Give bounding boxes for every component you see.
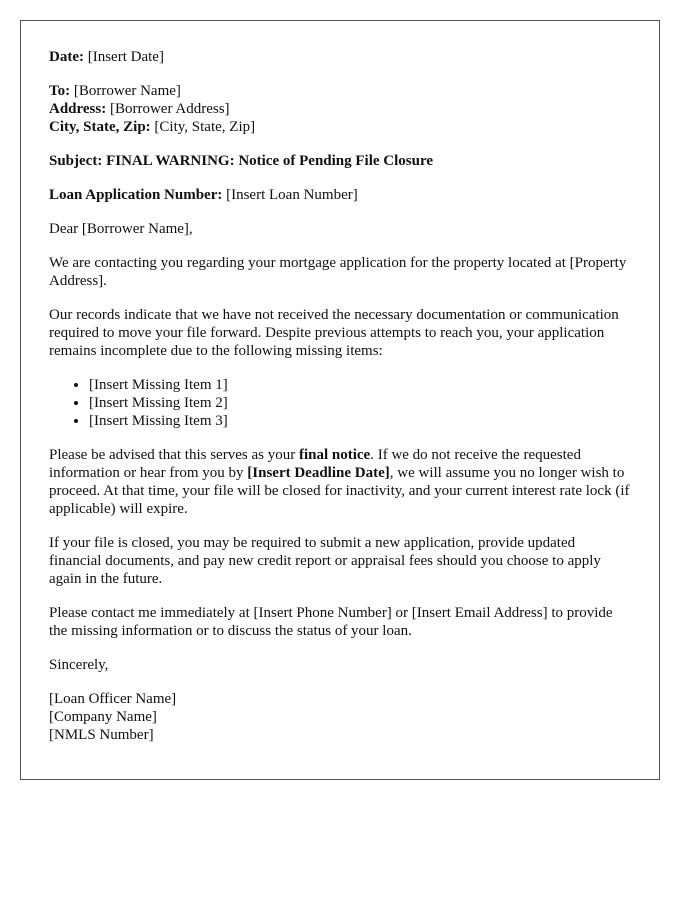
- to-value: [Borrower Name]: [70, 83, 181, 99]
- list-item: • [Insert Missing Item 1]: [89, 376, 631, 394]
- list-item: • [Insert Missing Item 2]: [89, 394, 631, 412]
- city-label: City, State, Zip:: [49, 119, 151, 135]
- address-label: Address:: [49, 101, 107, 117]
- letter-document: [20, 20, 660, 780]
- final-notice-emphasis: final notice: [298, 447, 371, 463]
- address-value: [Borrower Address]: [106, 101, 230, 117]
- final-notice-text-e: , we will assume you no longer wish to proceed. At that time, your file will be closed for inactivity, and your current interest rate lock (if applicable) will expire.: [49, 465, 630, 517]
- to-label: To:: [49, 83, 71, 99]
- paragraph-file-closed: If your file is closed, you may be required to submit a new application, provide updated financial documents, and pay new credit report or appraisal fees should you choose to apply again in the future.: [49, 535, 601, 587]
- city-value: [City, State, Zip]: [150, 119, 256, 135]
- city-line: [49, 118, 631, 136]
- paragraph-final-notice: [49, 446, 631, 518]
- signature-nmls: [NMLS Number]: [49, 727, 154, 743]
- missing-items-list: [49, 376, 631, 430]
- subject-text: Subject: FINAL WARNING: Notice of Pending File Closure: [49, 153, 434, 169]
- loan-number-line: [49, 186, 631, 204]
- list-item: • [Insert Missing Item 3]: [89, 412, 631, 430]
- deadline-date: [Insert Deadline Date]: [247, 465, 390, 481]
- paragraph-contact: Please contact me immediately at [Insert Phone Number] or [Insert Email Address] to provide the missing information or to discuss the status of your loan.: [49, 605, 613, 639]
- salutation: Dear [Borrower Name],: [49, 221, 193, 237]
- signature-company: [Company Name]: [49, 709, 157, 725]
- date-label: Date:: [49, 49, 84, 65]
- signature-officer: [Loan Officer Name]: [49, 691, 177, 707]
- final-notice-text-c: . If we do not receive the requested information or hear from you by: [49, 447, 581, 481]
- loan-number-label: Loan Application Number:: [49, 187, 223, 203]
- to-line: [49, 82, 631, 100]
- final-notice-text-a: Please be advised that this serves as your: [49, 447, 299, 463]
- closing: Sincerely,: [49, 657, 109, 673]
- subject-line: [49, 152, 631, 170]
- paragraph-property: We are contacting you regarding your mortgage application for the property located at [Property Address].: [49, 255, 627, 289]
- paragraph-missing-docs: Our records indicate that we have not received the necessary documentation or communication required to move your file forward. Despite previous attempts to reach you, your application remains incomplete due to the following missing items:: [49, 307, 619, 359]
- address-line: [49, 100, 631, 118]
- loan-number-value: [Insert Loan Number]: [222, 187, 358, 203]
- date-line: [49, 48, 631, 66]
- date-value: [Insert Date]: [83, 49, 164, 65]
